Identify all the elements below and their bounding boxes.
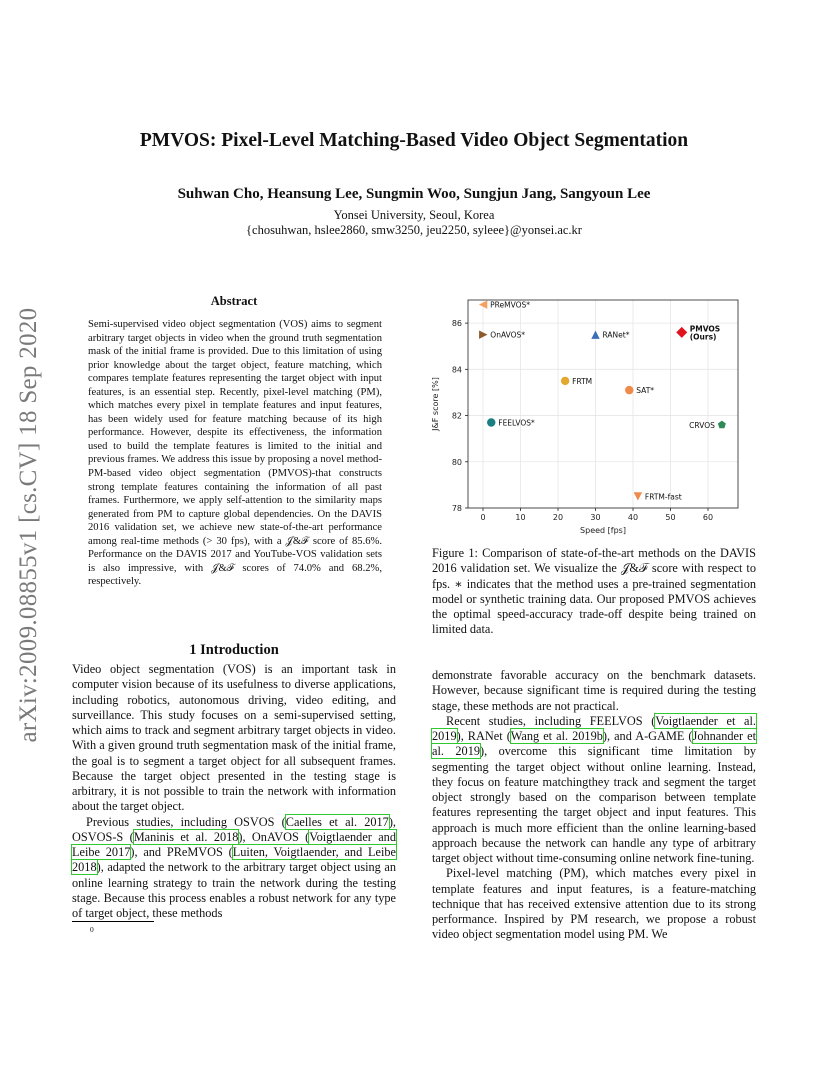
- arxiv-stamp-text: arXiv:2009.08855v1 [cs.CV] 18 Sep 2020: [15, 307, 42, 743]
- speed-accuracy-scatter-chart: [424, 294, 760, 538]
- left-column: [72, 662, 396, 921]
- point-label: FEELVOS*: [498, 418, 535, 428]
- y-tick-label: 82: [451, 411, 462, 421]
- text-run: ), RANet (: [456, 729, 511, 743]
- x-tick-label: 30: [590, 513, 601, 522]
- footnote-number: 0: [90, 925, 94, 934]
- intro-paragraph-2: [72, 815, 396, 922]
- y-tick-label: 86: [451, 319, 462, 329]
- citation-link[interactable]: Caelles et al. 2017: [285, 814, 389, 829]
- x-tick-label: 40: [627, 513, 639, 522]
- citation-link[interactable]: Johnander et al. 2019: [432, 729, 756, 759]
- point-label: RANet*: [602, 330, 630, 340]
- point-label: CRVOS: [689, 420, 715, 430]
- x-tick-label: 60: [702, 513, 714, 522]
- intro-paragraph-4: [432, 714, 756, 867]
- citation-link[interactable]: Maninis et al. 2018: [133, 829, 239, 844]
- citation-link[interactable]: Wang et al. 2019b: [510, 729, 603, 743]
- abstract-heading: Abstract: [210, 294, 258, 308]
- intro-paragraph-5: Pixel-level matching (PM), which matches every pixel in template features and input features, is a feature-matching technique that has received extensive attention due to its strong performance. Inspired by PM research, we propose a robust video object segmentation model using PM. We: [432, 866, 756, 942]
- point-marker: [625, 386, 633, 394]
- abstract-body: Semi-supervised video object segmentation (VOS) aims to segment arbitrary target objects in video when the ground truth segmentation mask of the initial frame is provided. Due to this limitation of using prior knowledge about the target object, feature matching, which compares template features representing the target object with input features, is an essential step. Recently, pixel-level matching (PM), which matches every pixel in template features and input features, has been widely used for feature matching because of its high performance. However, despite its effectiveness, the information used to build the template features is limited to the initial and previous frames. We address this issue by proposing a novel method-PM-based video object segmentation (PMVOS)-that constructs strong template features containing the information of all past frames. Furthermore, we apply self-attention to the similarity maps generated from PM to capture global dependencies. On the DAVIS 2016 validation set, we achieve new state-of-the-art performance among real-time methods (> 30 fps), with a 𝒥&ℱ score of 85.6%. Performance on the DAVIS 2017 and YouTube-VOS validation sets is also impressive, with 𝒥&ℱ scores of 74.0% and 68.2%, respectively.: [88, 319, 382, 588]
- text-run: ), OSVOS-S (: [72, 814, 396, 844]
- paper-title: PMVOS: Pixel-Level Matching-Based Video Object Segmentation: [139, 130, 689, 151]
- point-marker: [634, 492, 642, 500]
- text-run: ), OnAVOS (: [238, 829, 310, 844]
- text-run: ), adapted the network to the arbitrary target object using an online learning strategy to train the network during the testing stage. Because this process enables a robust network for any type of target object, these methods: [72, 860, 396, 920]
- text-run: Recent studies, including FEELVOS (: [446, 713, 656, 728]
- point-marker: [718, 421, 726, 429]
- x-tick-label: 0: [480, 513, 486, 522]
- point-label: OnAVOS*: [490, 330, 526, 340]
- text-run: ), and A-GAME (: [602, 729, 693, 743]
- footnote-rule: [72, 921, 154, 922]
- author-list: Suhwan Cho, Heansung Lee, Sungmin Woo, Sungjun Jang, Sangyoun Lee: [177, 186, 651, 202]
- point-marker: [591, 330, 599, 338]
- arxiv-stamp: [2, 290, 56, 760]
- citation-link[interactable]: Luiten, Voigtlaender, and Leibe 2018: [72, 845, 396, 875]
- y-tick-label: 80: [451, 457, 462, 467]
- citation-link[interactable]: Voigtlaender and Leibe 2017: [72, 829, 396, 859]
- point-marker: [676, 327, 687, 338]
- text-run: ), overcome this significant time limitation by segmenting the target object without online learning. Instead, they focus on feature matchingthey track and segment the target object strongly based on the comparison between template features representing the target object and input features. This approach is much more efficient than the online learning-based approach because the network can handle any type of arbitrary target object without time-consuming online network fine-tuning.: [432, 744, 756, 865]
- point-marker: [561, 377, 569, 385]
- citation-link[interactable]: Voigtlaender et al. 2019: [432, 713, 756, 743]
- y-tick-label: 84: [451, 365, 462, 375]
- point-label: SAT*: [636, 386, 655, 396]
- point-label: FRTM-fast: [644, 492, 682, 502]
- intro-paragraph-3: demonstrate favorable accuracy on the benchmark datasets. However, because significant time is required during the testing stage, these methods are not practical.: [432, 668, 756, 713]
- y-axis-label: J&F score [%]: [431, 377, 440, 431]
- affiliation: Yonsei University, Seoul, Korea: [333, 208, 495, 222]
- figure-caption: Figure 1: Comparison of state-of-the-art methods on the DAVIS 2016 validation set. We visualize the 𝒥&ℱ score with respect to fps. ∗ indicates that the method uses a pre-trained segmentation model or synthetic training data. Our proposed PMVOS achieves the optimal speed-accuracy trade-off despite being trained on limited data.: [432, 546, 756, 637]
- y-tick-label: 78: [451, 504, 462, 513]
- point-label: FRTM: [572, 376, 593, 386]
- right-column: [432, 668, 756, 943]
- point-label: PMVOS (Ours): [689, 324, 721, 342]
- x-tick-label: 10: [515, 513, 526, 522]
- section-heading-introduction: 1 Introduction: [189, 642, 279, 658]
- text-run: Previous studies, including OSVOS (: [86, 814, 286, 829]
- intro-paragraph-1: Video object segmentation (VOS) is an important task in computer vision because of its usefulness to diverse applications, including robotics, autonomous driving, video editing, and surveillance. This study focuses on a semi-supervised setting, which aims to track and segment arbitrary target objects in video. With a given ground truth segmentation mask of the initial frame, the goal is to segment a target object for all subsequent frames. Because the target object presented in the testing stage is arbitrary, it is not possible to train the network with information about the target object.: [72, 662, 396, 814]
- text-run: ), and PReMVOS (: [130, 845, 233, 859]
- x-tick-label: 20: [552, 513, 564, 522]
- x-axis-label: Speed [fps]: [580, 526, 626, 535]
- point-label: PReMVOS*: [490, 300, 531, 310]
- author-emails: {chosuhwan, hslee2860, smw3250, jeu2250, syleee}@yonsei.ac.kr: [246, 223, 582, 237]
- x-tick-label: 50: [665, 513, 676, 522]
- point-marker: [487, 418, 495, 426]
